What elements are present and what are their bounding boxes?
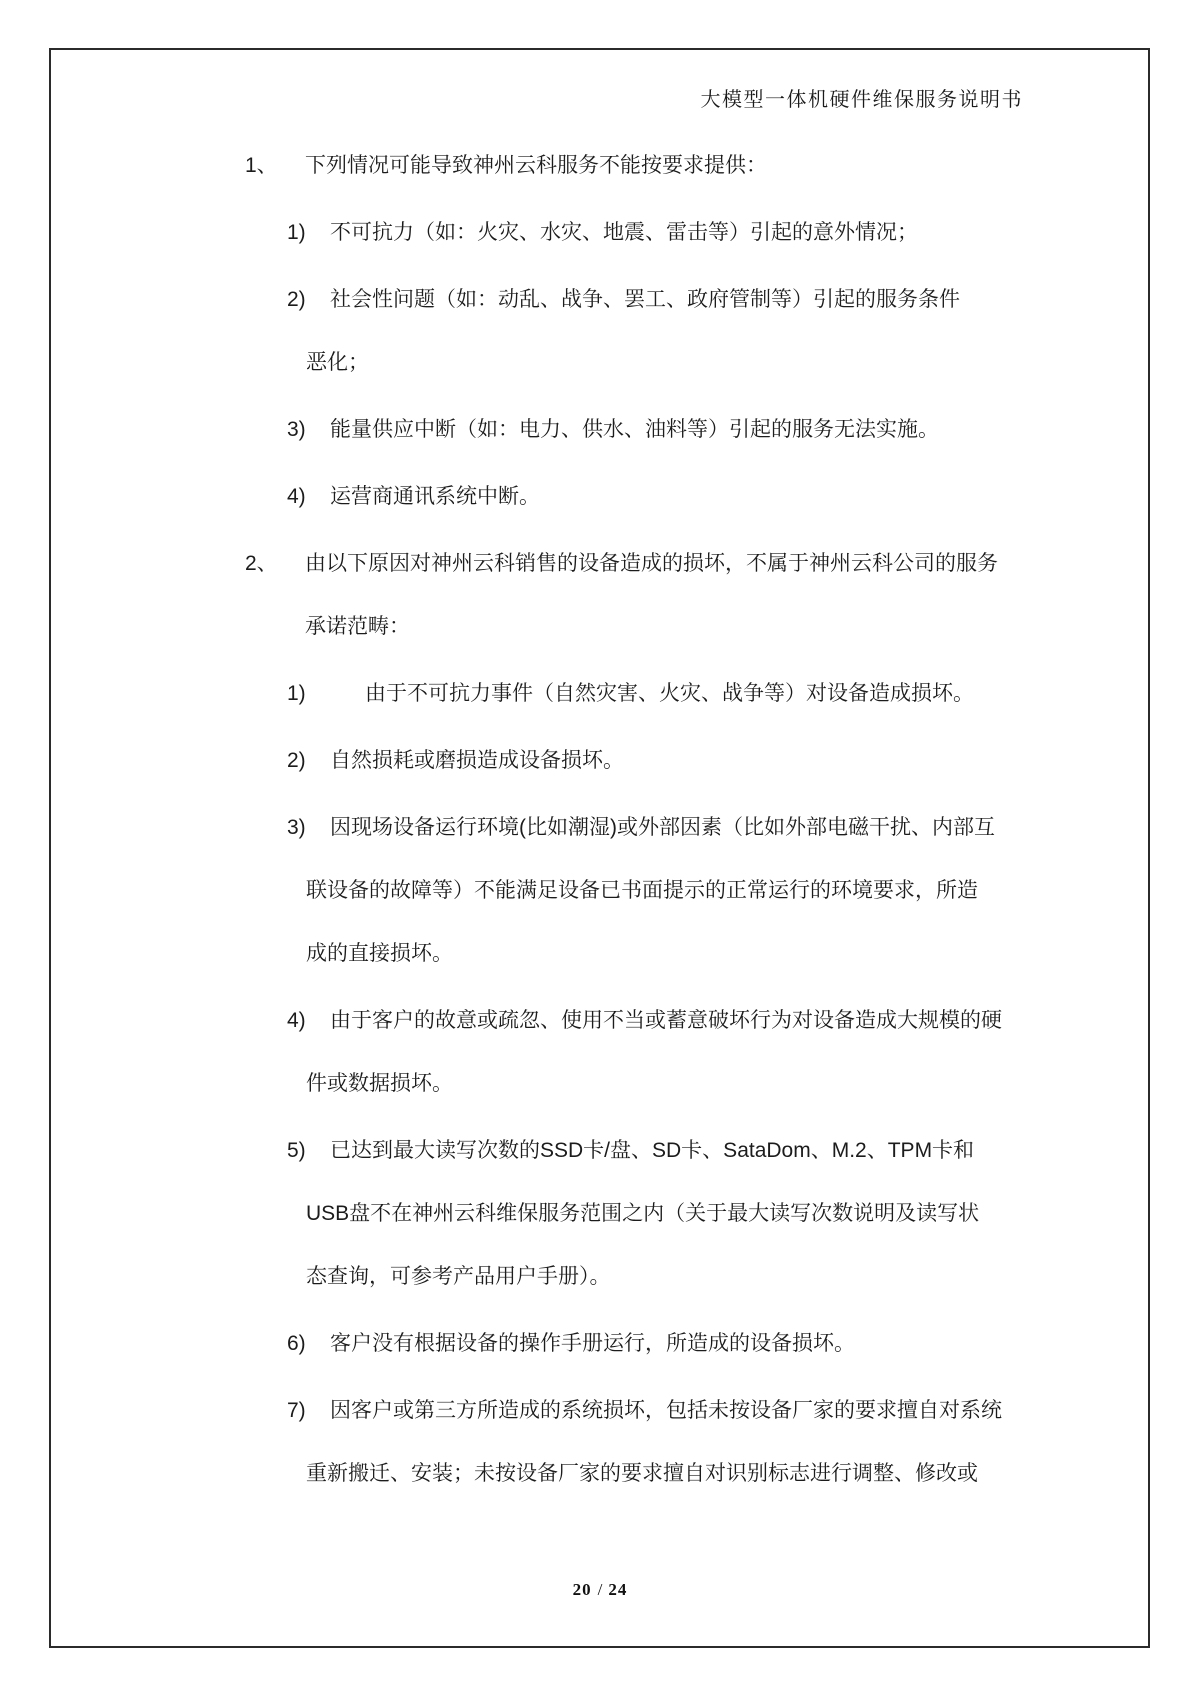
text-line: 自然损耗或磨损造成设备损坏。 bbox=[330, 749, 624, 772]
list-item-number: 2) bbox=[287, 288, 306, 311]
text-line: 由于不可抗力事件（自然灾害、火灾、战争等）对设备造成损坏。 bbox=[365, 682, 974, 705]
text-line: 由于客户的故意或疏忽、使用不当或蓄意破坏行为对设备造成大规模的硬 bbox=[330, 1009, 1002, 1032]
list-item-text bbox=[306, 662, 1200, 725]
list-item-text bbox=[306, 268, 1200, 394]
text-line: 不可抗力（如：火灾、水灾、地震、雷击等）引起的意外情况； bbox=[330, 221, 918, 244]
list-item-number: 5) bbox=[287, 1139, 306, 1162]
list-item-number: 2、 bbox=[245, 552, 278, 575]
list-item-text bbox=[306, 989, 1200, 1115]
list-item-text bbox=[306, 729, 1200, 792]
list-item bbox=[0, 1312, 1200, 1375]
text-line: 社会性问题（如：动乱、战争、罢工、政府管制等）引起的服务条件 bbox=[330, 288, 960, 311]
list-item-text bbox=[306, 1119, 1200, 1308]
list-item-number: 2) bbox=[287, 749, 306, 772]
list-item-number: 1) bbox=[287, 221, 306, 244]
list-item-number: 1、 bbox=[245, 154, 278, 177]
list-item-text bbox=[306, 1379, 1200, 1505]
list-item bbox=[0, 465, 1200, 528]
list-item bbox=[0, 662, 1200, 725]
text-line: 运营商通讯系统中断。 bbox=[330, 485, 540, 508]
text-line: 重新搬迁、安装；未按设备厂家的要求擅自对识别标志进行调整、修改或 bbox=[306, 1462, 978, 1485]
text-line: 件或数据损坏。 bbox=[306, 1072, 453, 1095]
list-item bbox=[0, 729, 1200, 792]
list-item-number: 4) bbox=[287, 485, 306, 508]
list-item bbox=[0, 532, 1200, 658]
list-item-text bbox=[306, 465, 1200, 528]
list-item-number: 7) bbox=[287, 1399, 306, 1422]
document-body bbox=[0, 134, 1200, 1509]
list-item bbox=[0, 268, 1200, 394]
list-item-text bbox=[306, 398, 1200, 461]
document-header-title: 大模型一体机硬件维保服务说明书 bbox=[700, 89, 1023, 111]
list-item-text bbox=[306, 796, 1200, 985]
text-line: 恶化； bbox=[306, 351, 369, 374]
footer-page-number: 20 bbox=[572, 1580, 592, 1599]
list-item-number: 3) bbox=[287, 816, 306, 839]
text-line: 承诺范畴： bbox=[305, 615, 410, 638]
list-item-number: 3) bbox=[287, 418, 306, 441]
list-item bbox=[0, 1119, 1200, 1308]
text-line: 已达到最大读写次数的SSD卡/盘、SD卡、SataDom、M.2、TPM卡和 bbox=[330, 1139, 975, 1162]
list-item bbox=[0, 989, 1200, 1115]
footer-separator: / bbox=[597, 1580, 603, 1599]
list-item-text bbox=[305, 134, 1200, 197]
page-footer bbox=[0, 1580, 1200, 1600]
text-line: 下列情况可能导致神州云科服务不能按要求提供： bbox=[305, 154, 767, 177]
text-line: 能量供应中断（如：电力、供水、油料等）引起的服务无法实施。 bbox=[330, 418, 939, 441]
text-line: USB盘不在神州云科维保服务范围之内（关于最大读写次数说明及读写状 bbox=[306, 1202, 980, 1225]
list-item bbox=[0, 1379, 1200, 1505]
text-line: 由以下原因对神州云科销售的设备造成的损坏，不属于神州云科公司的服务 bbox=[305, 552, 998, 575]
text-line: 联设备的故障等）不能满足设备已书面提示的正常运行的环境要求，所造 bbox=[306, 879, 978, 902]
list-item bbox=[0, 796, 1200, 985]
list-item-text bbox=[306, 201, 1200, 264]
footer-total-pages: 24 bbox=[608, 1580, 628, 1599]
text-line: 因客户或第三方所造成的系统损坏，包括未按设备厂家的要求擅自对系统 bbox=[330, 1399, 1002, 1422]
list-item bbox=[0, 398, 1200, 461]
list-item-number: 4) bbox=[287, 1009, 306, 1032]
text-line: 因现场设备运行环境(比如潮湿)或外部因素（比如外部电磁干扰、内部互 bbox=[330, 816, 995, 839]
text-line: 态查询，可参考产品用户手册）。 bbox=[306, 1265, 611, 1288]
list-item-text bbox=[305, 532, 1200, 658]
list-item-text bbox=[306, 1312, 1200, 1375]
list-item bbox=[0, 201, 1200, 264]
list-item bbox=[0, 134, 1200, 197]
text-line: 成的直接损坏。 bbox=[306, 942, 453, 965]
list-item-number: 1) bbox=[287, 682, 306, 705]
list-item-number: 6) bbox=[287, 1332, 306, 1355]
text-line: 客户没有根据设备的操作手册运行，所造成的设备损坏。 bbox=[330, 1332, 855, 1355]
